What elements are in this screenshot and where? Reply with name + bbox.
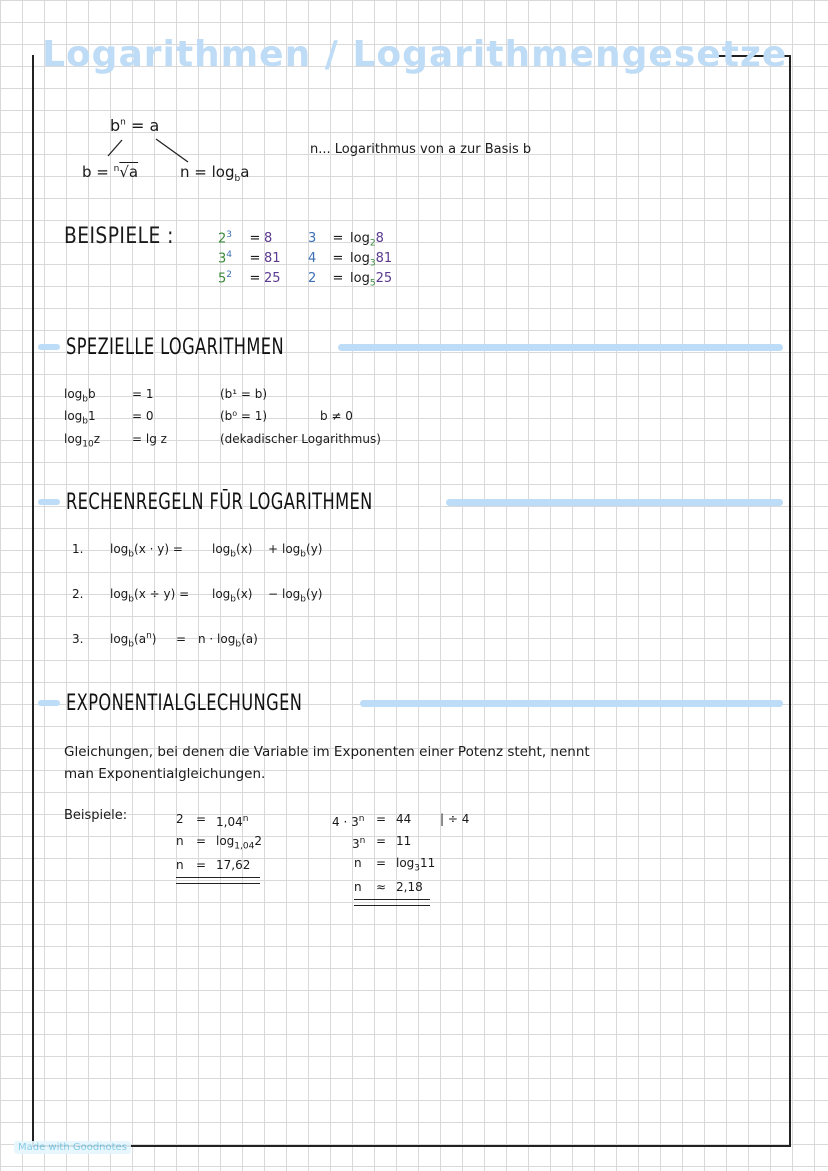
intro-top-equation [110, 116, 159, 135]
speziell-row: $\log_{10}z$ = lg z (dekadischer Logarithmus) [64, 431, 381, 453]
exponential-example-2 [332, 810, 469, 906]
intro-top-exp: n [120, 117, 126, 128]
heading-accent-bar [446, 499, 783, 506]
example-base: 2 [218, 231, 227, 247]
heading-accent-bar [360, 700, 783, 707]
heading-accent-dash [38, 700, 60, 706]
example-step: $4 \cdot 3^n$ = 44 | ÷ 4 [332, 810, 469, 832]
intro-root-index: n [113, 164, 120, 174]
beispiele-row: $2^3$ = 8 3 = $\log_28$ [218, 230, 384, 249]
intro-log-sub: b [234, 174, 241, 184]
exponential-beispiele-label: Beispiele: [64, 808, 128, 823]
speziell-note: (b¹ = b) [220, 387, 268, 401]
speziell-row: $\log_b1$ = 0 (b⁰ = 1) b ≠ 0 [64, 408, 381, 430]
speziell-note: (b⁰ = 1) [220, 409, 268, 424]
example-log-base: 3 [369, 258, 376, 269]
speziell-value: = 1 [132, 387, 154, 401]
intro-log-rhs: a [240, 163, 250, 181]
heading-accent-dash [38, 499, 60, 505]
intro-log-equation [180, 163, 249, 184]
example-base: 5 [218, 271, 227, 287]
intro-root-lhs: b = [82, 163, 114, 181]
section-label: EXPONENTIALGLECHUNGEN [66, 690, 303, 716]
beispiele-row: $3^4$ = 81 4 = $\log_381$ [218, 250, 393, 269]
example-step: n = $\log_{1,04}2$ [176, 834, 262, 852]
speziell-list [64, 386, 381, 453]
example-log-arg: 81 [375, 251, 393, 267]
section-label: SPEZIELLE LOGARITHMEN [66, 334, 285, 360]
section-heading-rechenregeln [38, 489, 783, 515]
example-step: n = $\log_311$ [354, 856, 436, 874]
result-double-underline [176, 877, 260, 884]
example-log-base: 5 [369, 278, 376, 289]
page-title: Logarithmen / Logarithmengesetze [42, 34, 788, 75]
speziell-value: = 0 [132, 409, 154, 424]
result-double-underline [354, 899, 430, 906]
example-lhs: 3 [308, 231, 317, 247]
example-exp: 3 [226, 230, 233, 240]
heading-accent-dash [38, 344, 60, 350]
section-heading-exponential [38, 690, 783, 716]
example-step: 3$^n$ = 11 [352, 834, 412, 851]
heading-accent-bar [338, 344, 783, 351]
intro-definition: n... Logarithmus von a zur Basis b [310, 142, 532, 157]
beispiele-table [218, 230, 410, 290]
example-exp: 4 [226, 250, 233, 260]
speziell-row: $\log_bb$ = 1 (b¹ = b) [64, 386, 381, 408]
exponential-example-1 [176, 810, 262, 884]
example-result: 81 [264, 251, 281, 267]
operation-note: | ÷ 4 [440, 812, 470, 826]
intro-root-equation [82, 163, 138, 181]
definition-line: Gleichungen, bei denen die Variable im Exponenten einer Potenz steht, nennt [64, 744, 590, 760]
page-frame-bottom [32, 1145, 791, 1147]
example-log-arg: 8 [375, 231, 384, 247]
rechenregel-row: 1. $\log_b(x \cdot y)$ = $\log_b(x)$ + $\log_b(y)$ [72, 542, 323, 560]
example-base: 3 [218, 251, 227, 267]
intro-log-lhs: n = log [180, 163, 235, 181]
example-log-arg: 25 [375, 271, 393, 287]
beispiele-label: BEISPIELE : [64, 224, 174, 249]
intro-root-radical: √a [119, 163, 139, 181]
intro-top-rhs: = a [130, 116, 160, 135]
rule-number: 2. [72, 587, 84, 601]
example-result: 8 [264, 231, 273, 247]
intro-top-base: b [110, 116, 121, 135]
page-frame-left [32, 55, 34, 1147]
page-frame-right [789, 55, 791, 1147]
rechenregel-row: 2. $\log_b(x \div y)$ = $\log_b(x)$ − $\log_b(y)$ [72, 587, 323, 605]
example-step: 2 = 1,04$^n$ [176, 812, 249, 829]
example-exp: 2 [226, 270, 233, 280]
example-lhs: 2 [308, 271, 317, 287]
speziell-note: (dekadischer Logarithmus) [220, 431, 381, 446]
example-step: n = 17,62 [176, 858, 251, 873]
section-heading-speziell [38, 334, 783, 360]
rechenregel-row: 3. $\log_b(a^n)$ = $n \cdot \log_b(a)$ [72, 631, 258, 650]
section-label: RECHENREGELN FŪR LOGARITHMEN [66, 489, 373, 515]
example-result: 25 [264, 271, 281, 287]
speziell-value: = lg z [132, 431, 167, 446]
rule-number: 3. [72, 632, 84, 646]
goodnotes-watermark: Made with Goodnotes [14, 1141, 131, 1154]
speziell-extra: b ≠ 0 [320, 409, 353, 424]
example-log-base: 2 [369, 238, 376, 249]
exponential-definition [64, 741, 590, 785]
rule-number: 1. [72, 542, 84, 556]
definition-line: man Exponentialgleichungen. [64, 766, 266, 782]
example-lhs: 4 [308, 251, 317, 267]
example-step: n ≈ 2,18 [354, 880, 423, 895]
beispiele-row: $5^2$ = 25 2 = $\log_525$ [218, 270, 393, 289]
